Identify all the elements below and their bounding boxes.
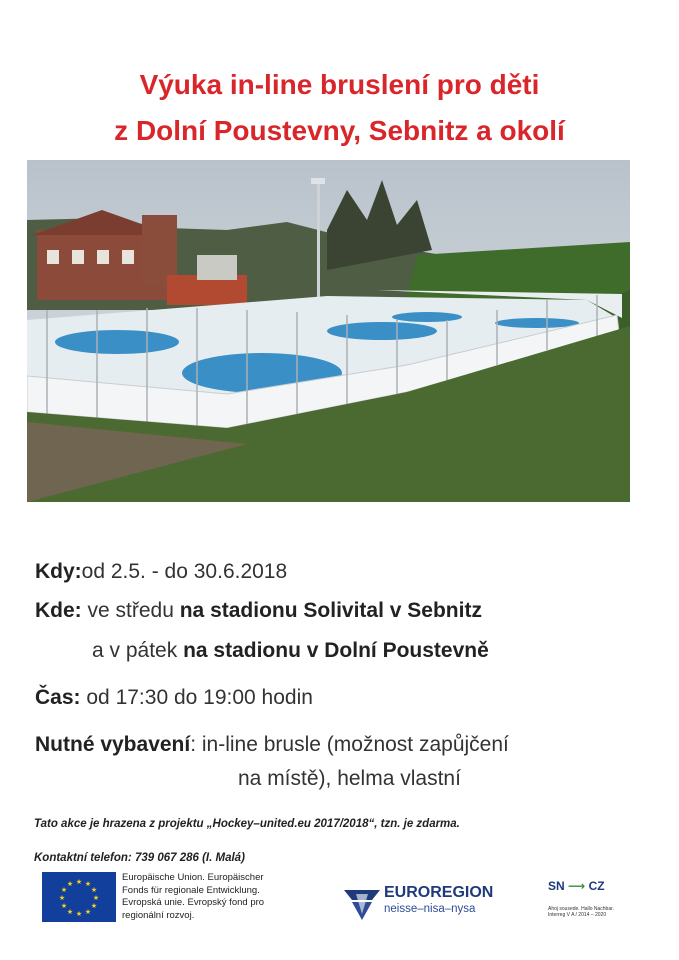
euroregion-mark-icon [342, 884, 382, 924]
where-label: Kde: [35, 599, 82, 622]
contact-phone: Kontaktní telefon: 739 067 286 (I. Malá) [34, 852, 245, 864]
sncz-left: SN [548, 879, 565, 893]
where-row [35, 599, 655, 623]
euroregion-logo [342, 882, 512, 926]
eu-text-line-2: Fonds für regionale Entwicklung. [122, 884, 260, 896]
when-label: Kdy: [35, 560, 82, 583]
equipment-row [35, 733, 655, 757]
where-line2-venue: na stadionu v Dolní Poustevně [183, 639, 489, 662]
rink-photo [27, 160, 630, 502]
eu-flag-icon [42, 872, 116, 922]
equipment-row-2 [238, 767, 679, 791]
where-row-2 [92, 639, 679, 663]
title-line-1: Výuka in-line bruslení pro děti [139, 69, 540, 100]
equipment-line-2: na místě), helma vlastní [238, 767, 461, 790]
sncz-arrows-icon: ⟶ [568, 879, 586, 893]
svg-text:★: ★ [92, 894, 100, 902]
title-line-2: z Dolní Poustevny, Sebnitz a okolí [114, 115, 565, 146]
svg-text:★: ★ [75, 878, 83, 886]
svg-text:★: ★ [90, 886, 98, 894]
eu-text-line-1: Europäische Union. Europäischer [122, 872, 264, 883]
funding-note: Tato akce je hrazena z projektu „Hockey–united.eu 2017/2018“, tzn. je zdarma. [34, 818, 460, 830]
where-line1-venue: na stadionu Solivital v Sebnitz [179, 599, 482, 622]
equipment-line-1: : in-line brusle (možnost zapůjčení [190, 733, 509, 756]
sncz-caption [548, 906, 633, 918]
svg-text:★: ★ [60, 902, 68, 910]
sncz-caption-line-1: Ahoj sousede. Hallo Nachbar. [548, 906, 614, 912]
poster-title [0, 62, 679, 154]
equipment-label: Nutné vybavení [35, 733, 191, 756]
where-line1-prefix: ve středu [87, 599, 180, 622]
eu-text-line-4: regionální rozvoj. [122, 909, 195, 921]
time-row [35, 686, 655, 710]
svg-text:★: ★ [75, 910, 83, 918]
where-line2-prefix: a v pátek [92, 639, 184, 662]
when-value: od 2.5. - do 30.6.2018 [81, 560, 288, 583]
svg-text:★: ★ [90, 902, 98, 910]
when-row [35, 560, 655, 584]
euroregion-subtitle: neisse–nisa–nysa [384, 903, 476, 915]
svg-text:★: ★ [58, 894, 66, 902]
svg-text:★: ★ [66, 908, 74, 916]
svg-text:★: ★ [66, 880, 74, 888]
sn-cz-logo [548, 879, 633, 929]
time-label: Čas: [35, 686, 81, 709]
eu-funding-text [122, 872, 302, 922]
sncz-right: CZ [588, 879, 605, 893]
svg-text:★: ★ [84, 880, 92, 888]
svg-text:★: ★ [84, 908, 92, 916]
sncz-caption-line-2: Interreg V A / 2014 – 2020 [548, 912, 607, 918]
time-value: od 17:30 do 19:00 hodin [86, 686, 313, 709]
sncz-mark [548, 879, 605, 893]
eu-text-line-3: Evropská unie. Evropský fond pro [122, 897, 265, 908]
euroregion-title: EUROREGION [384, 884, 494, 901]
svg-text:★: ★ [60, 886, 68, 894]
